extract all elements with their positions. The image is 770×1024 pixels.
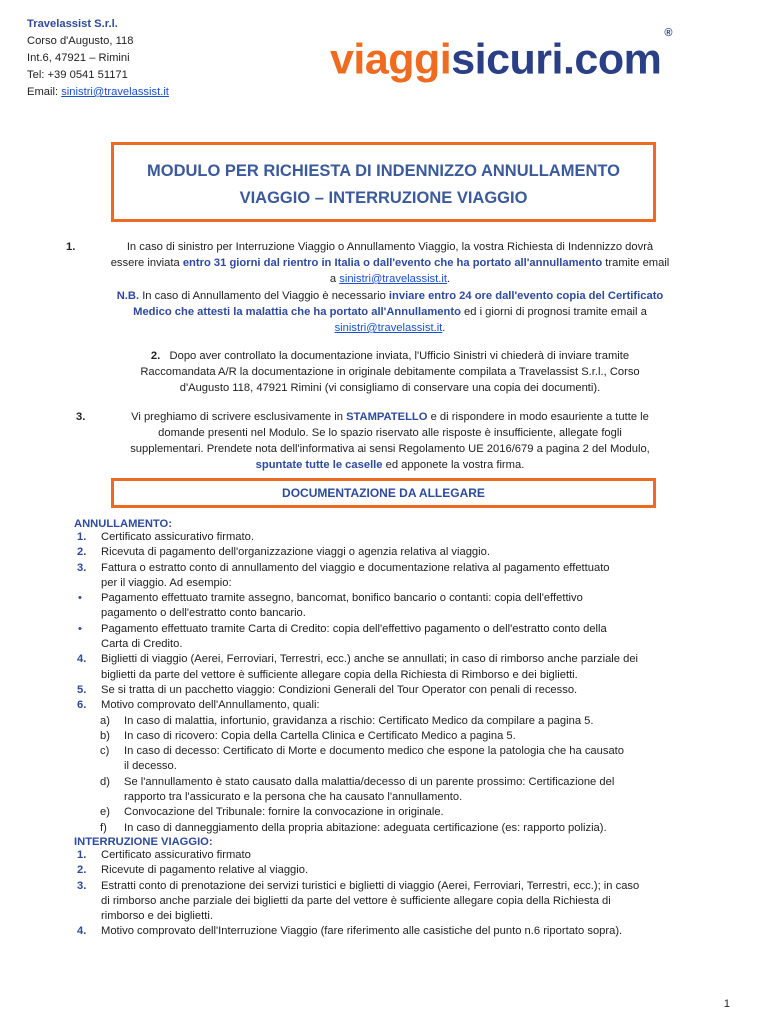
list-item-text: Ricevute di pagamento relative al viaggio. (101, 864, 309, 877)
page-number: 1 (723, 998, 730, 1010)
list-item (74, 805, 706, 820)
instruction-2 (60, 348, 720, 396)
list-item-text: Biglietti di viaggio (Aerei, Ferroviari, Terrestri, ecc.) anche se annullati; in caso di rimborso anche parziale dei (101, 653, 639, 666)
list-item-text: di rimborso anche parziale dei biglietti da parte del vettore è sufficiente allegare copia della Richiesta di (101, 894, 611, 907)
list-item (74, 652, 706, 683)
list-item-text: Certificato assicurativo firmato (101, 848, 251, 861)
nb-text-c: . (442, 322, 446, 334)
interruzione-list (74, 848, 706, 940)
annullamento-list (74, 530, 706, 714)
instruction-3-text-a: Vi preghiamo di scrivere esclusivamente in (131, 411, 347, 423)
stampatello-highlight: STAMPATELLO (346, 411, 428, 423)
list-item (74, 545, 706, 560)
list-marker: • (78, 592, 82, 605)
list-item-text: per il viaggio. Ad esempio: (101, 576, 232, 589)
telephone: Tel: +39 0541 51171 (27, 69, 128, 81)
instruction-3-text-d: supplementari. Prendete nota dell'informativa ai sensi Regolamento UE 2016/679 a pagina 2 del Modulo, (130, 443, 650, 455)
list-item-text: Carta di Credito. (101, 638, 183, 651)
instruction-3-text-b: e di rispondere in modo esauriente a tutte le (427, 411, 649, 423)
list-item (74, 775, 706, 806)
instruction-1-email-link[interactable]: sinistri@travelassist.it (339, 273, 447, 285)
form-title-box (111, 142, 656, 222)
list-item (74, 848, 706, 863)
checkbox-highlight: spuntate tutte le caselle (255, 459, 383, 471)
instruction-2-text-c: d'Augusto 118, 47921 Rimini (vi consigliamo di conservare una copia dei documenti). (179, 382, 601, 394)
email-line (27, 84, 169, 101)
list-item-text: In caso di danneggiamento della propria abitazione: adeguata certificazione (es: rapporto polizia). (124, 821, 607, 834)
list-marker: a) (100, 714, 110, 727)
list-item (74, 924, 706, 939)
instruction-2-number: 2. (150, 350, 161, 362)
list-item (74, 744, 706, 775)
nb-highlight-1: inviare entro 24 ore dall'evento copia del Certificato (388, 290, 664, 302)
list-item-text: biglietti da parte del vettore è sufficiente allegare copia della Richiesta di Rimborso e dei biglietti. (101, 668, 578, 681)
logo-part-1: viaggi (330, 35, 452, 84)
instruction-3-text-c: domande presenti nel Modulo. Se lo spazio riservato alle risposte è insufficiente, allegate fogli (158, 427, 622, 439)
instruction-2-text-a: Dopo aver controllato la documentazione inviata, l'Ufficio Sinistri vi chiederà di inviare tramite (169, 350, 630, 362)
list-item-text: Fattura o estratto conto di annullamento del viaggio e documentazione relativa al pagamento effettuato (101, 561, 610, 574)
company-name: Travelassist S.r.l. (27, 18, 118, 30)
list-item-text: Certificato assicurativo firmato. (101, 531, 254, 543)
instruction-1-number: 1. (66, 241, 76, 253)
list-marker: 3. (77, 561, 87, 574)
email-link[interactable]: sinistri@travelassist.it (61, 86, 169, 98)
list-item (74, 714, 706, 729)
list-item (74, 729, 706, 744)
list-item-text: In caso di ricovero: Copia della Cartella Clinica e Certificato Medico a pagina 5. (124, 729, 516, 742)
instruction-1-text-b: essere inviata (110, 257, 183, 269)
instruction-1-text-d: a (329, 273, 340, 285)
list-item-text: In caso di decesso: Certificato di Morte e documento medico che espone la patologia che ha causato (124, 745, 625, 758)
list-item-text: Motivo comprovato dell'Interruzione Viaggio (fare riferimento alle casistiche del punto n.6 riportato sopra). (101, 925, 623, 938)
instruction-1 (60, 239, 720, 287)
list-marker: f) (100, 821, 107, 834)
list-marker: 1. (77, 848, 87, 861)
list-item-text: pagamento o dell'estratto conto bancario. (101, 607, 306, 620)
nb-text-a: In caso di Annullamento del Viaggio è necessario (139, 290, 389, 302)
email-label: Email: (27, 86, 59, 98)
nb-label: N.B. (116, 290, 140, 302)
address-line-2: Int.6, 47921 – Rimini (27, 52, 130, 64)
list-item-text: il decesso. (124, 760, 177, 773)
company-info (27, 16, 169, 101)
list-item (74, 698, 706, 713)
list-marker: 6. (77, 699, 87, 712)
list-item (74, 530, 706, 545)
annullamento-section (74, 518, 706, 940)
annullamento-heading: ANNULLAMENTO: (74, 518, 172, 530)
deadline-highlight: entro 31 giorni dal rientro in Italia o dall'evento che ha portato all'annullamento (182, 257, 603, 269)
nb-email-link[interactable]: sinistri@travelassist.it (334, 322, 443, 334)
form-title-line-2: VIAGGIO – INTERRUZIONE VIAGGIO (239, 189, 528, 207)
documentation-section-title: DOCUMENTAZIONE DA ALLEGARE (111, 478, 656, 508)
list-item (74, 683, 706, 698)
logo-part-2: sicuri.com (451, 35, 662, 84)
annullamento-sub-list (74, 714, 706, 836)
address-line-1: Corso d'Augusto, 118 (27, 35, 134, 47)
instruction-2-text-b: Raccomandata A/R la documentazione in originale debitamente compilata a Travelassist S.r.l., Corso (140, 366, 640, 378)
list-item-text: Se si tratta di un pacchetto viaggio: Condizioni Generali del Tour Operator con penali di recesso. (101, 683, 578, 696)
list-item-text: rapporto tra l'assicurato e la persona che ha causato l'annullamento. (124, 791, 463, 804)
list-item-text: In caso di malattia, infortunio, gravidanza a rischio: Certificato Medico da compilare a pagina 5. (124, 714, 594, 727)
list-item-text: Ricevuta di pagamento dell'organizzazione viaggi o agenzia relativa al viaggio. (101, 546, 490, 559)
instruction-3 (60, 409, 720, 473)
instruction-1-text-a: In caso di sinistro per Interruzione Viaggio o Annullamento Viaggio, la vostra Richiesta di Indennizzo dovrà (126, 241, 654, 253)
list-marker: b) (100, 729, 110, 742)
list-item-text: Pagamento effettuato tramite Carta di Credito: copia dell'effettivo pagamento o dell'estratto conto della (101, 622, 607, 635)
instruction-1-text-c: tramite email (602, 257, 670, 269)
list-item (74, 879, 706, 925)
list-item-text: rimborso e dei biglietti. (101, 910, 213, 923)
list-marker: • (78, 622, 82, 635)
list-item (74, 591, 706, 622)
list-item-text: Pagamento effettuato tramite assegno, bancomat, bonifico bancario o contanti: copia dell'effettivo (101, 592, 583, 605)
list-item-text: Estratti conto di prenotazione dei servizi turistici e biglietti di viaggio (Aerei, Ferroviari, Terrestri, ecc.); in caso (101, 879, 640, 892)
list-item (74, 863, 706, 878)
instruction-1-text-e: . (446, 273, 451, 285)
viaggisicuri-logo (330, 27, 672, 84)
registered-mark: ® (664, 27, 672, 39)
list-marker: c) (100, 745, 110, 758)
list-marker: 3. (77, 879, 87, 892)
list-item-text: Convocazione del Tribunale: fornire la convocazione in originale. (124, 806, 444, 819)
nb-note (60, 288, 720, 336)
interruzione-heading: INTERRUZIONE VIAGGIO: (74, 835, 213, 848)
list-item (74, 561, 706, 592)
form-title-line-1: MODULO PER RICHIESTA DI INDENNIZZO ANNULLAMENTO (147, 162, 620, 180)
nb-text-b: ed i giorni di prognosi tramite email a (460, 306, 647, 318)
list-item (74, 622, 706, 653)
list-marker: 4. (77, 925, 87, 938)
list-marker: 2. (77, 864, 87, 877)
nb-highlight-2: Medico che attesti la malattia che ha portato all'Annullamento (133, 306, 461, 318)
list-marker: 5. (77, 683, 87, 696)
instruction-3-text-e: ed apponete la vostra firma. (382, 459, 525, 471)
list-marker: 4. (77, 653, 87, 666)
list-item (74, 821, 706, 836)
list-marker: e) (100, 806, 110, 819)
list-marker: 2. (77, 546, 87, 559)
instruction-3-number: 3. (76, 411, 86, 423)
list-marker: 1. (77, 531, 87, 543)
list-item-text: Motivo comprovato dell'Annullamento, quali: (101, 699, 320, 712)
list-marker: d) (100, 775, 110, 788)
list-item-text: Se l'annullamento è stato causato dalla malattia/decesso di un parente prossimo: Certificazione del (124, 775, 615, 788)
